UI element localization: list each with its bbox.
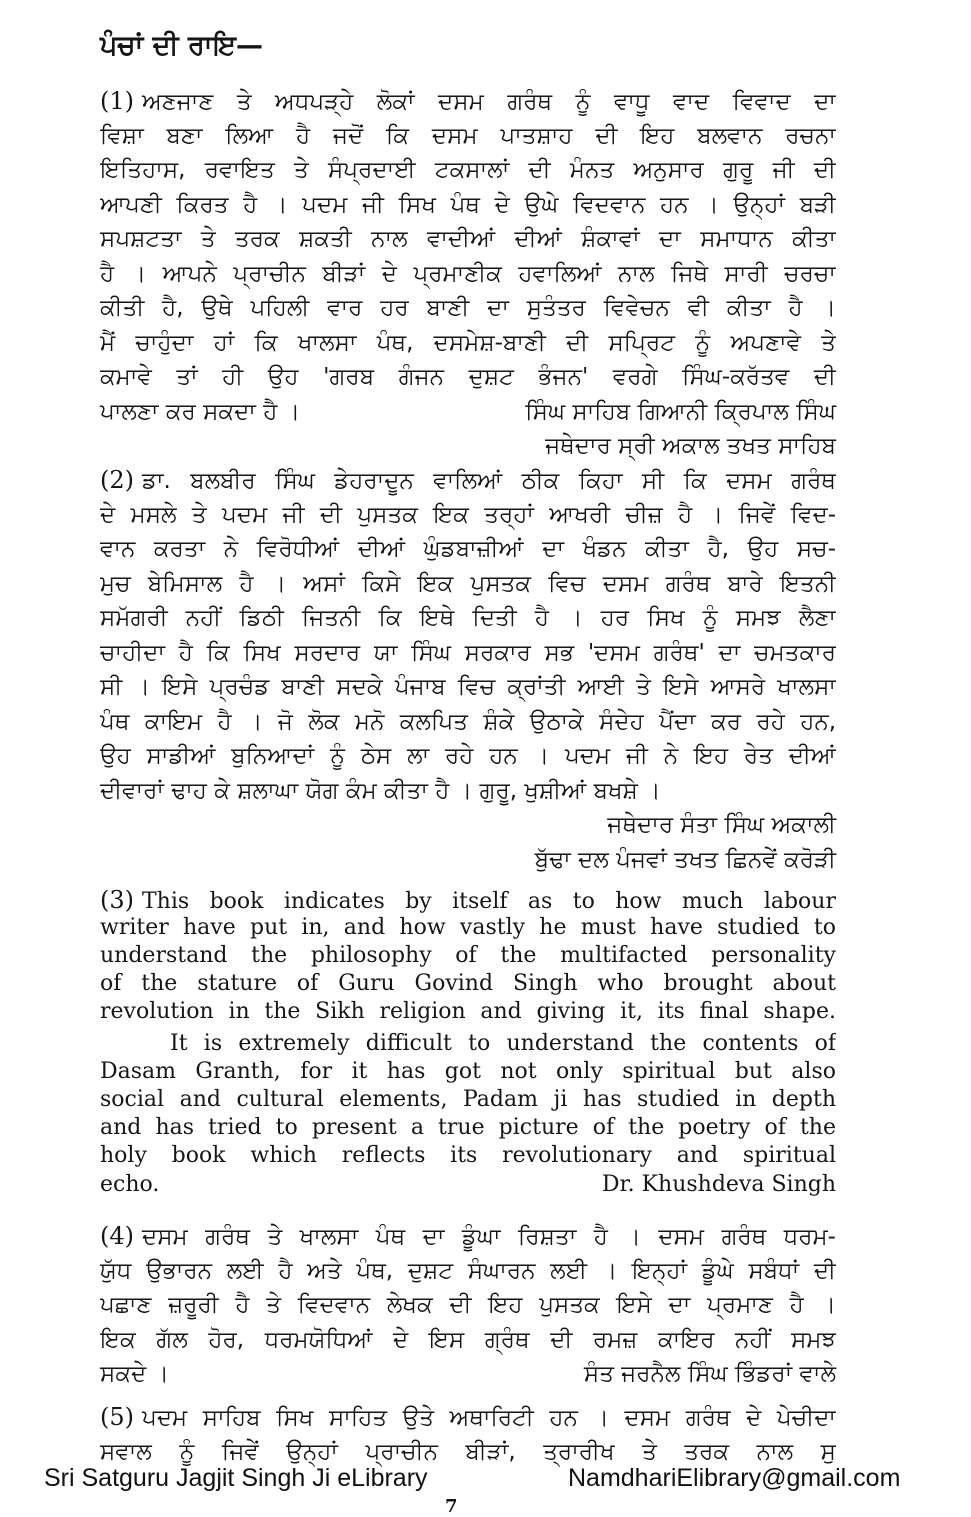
opinion-line: ਉਹ ਸਾਡੀਆਂ ਬੁਨਿਆਦਾਂ ਨੂੰ ਠੇਸ ਲਾ ਰਹੇ ਹਨ । ਪਦਮ ਜੀ ਨੇ ਇਹ ਰੇਤ ਦੀਆਂ — [100, 743, 836, 769]
opinion-line: (3) This book indicates by itself as to how much labour — [100, 886, 836, 914]
opinion-last-line: ਸਕਦੇ । — [100, 1361, 170, 1387]
opinion-line: ਇਤਿਹਾਸ, ਰਵਾਇਤ ਤੇ ਸੰਪ੍ਰਦਾਈ ਟਕਸਾਲਾਂ ਦੀ ਮੰਨਤ ਅਨੁਸਾਰ ਗੁਰੂ ਜੀ ਦੀ — [100, 157, 836, 183]
opinion-4 — [100, 1219, 836, 1392]
opinion-last-line: ਪਾਲਣਾ ਕਰ ਸਕਦਾ ਹੈ । — [100, 398, 301, 425]
signature-title: ਬੁੱਢਾ ਦਲ ਪੰਜਵਾਂ ਤਖਤ ਛਿਨਵੇਂ ਕਰੋੜੀ — [534, 846, 836, 873]
opinion-closing — [100, 1357, 836, 1392]
opinion-line: ਸਮੱਗਰੀ ਨਹੀਂ ਡਿਠੀ ਜਿਤਨੀ ਕਿ ਇਥੇ ਦਿਤੀ ਹੈ । ਹਰ ਸਿਖ ਨੂੰ ਸਮਝ ਲੈਣਾ — [100, 605, 836, 631]
signature-name: Dr. Khushdeva Singh — [601, 1172, 836, 1197]
opinion-5 — [100, 1400, 836, 1469]
opinion-number: (5) — [100, 1403, 134, 1431]
opinion-number: (1) — [100, 87, 134, 115]
opinion-number: (2) — [100, 466, 134, 494]
opinion-line: ਚਾਹੀਦਾ ਹੈ ਕਿ ਸਿਖ ਸਰਦਾਰ ਯਾ ਸਿੰਘ ਸਰਕਾਰ ਸਭ 'ਦਸਮ ਗਰੰਥ' ਦਾ ਚਮਤਕਾਰ — [100, 639, 836, 666]
signature-name: ਸੰਤ ਜਰਨੈਲ ਸਿੰਘ ਭਿੰਡਰਾਂ ਵਾਲੇ — [583, 1361, 836, 1387]
opinion-line: and has tried to present a true picture of the poetry of the — [100, 1115, 836, 1140]
opinion-3 — [100, 886, 836, 1200]
opinion-line: (2) ਡਾ. ਬਲਬੀਰ ਸਿੰਘ ਡੇਹਰਾਦੂਨ ਵਾਲਿਆਂ ਠੀਕ ਕਿਹਾ ਸੀ ਕਿ ਦਸਮ ਗਰੰਥ — [100, 466, 836, 494]
opinion-closing — [100, 1170, 836, 1200]
opinion-last-line: echo. — [100, 1172, 160, 1197]
opinion-line: Dasam Granth, for it has got not only spiritual but also — [100, 1059, 836, 1084]
opinion-line: ਕਮਾਵੇ ਤਾਂ ਹੀ ਉਹ 'ਗਰਬ ਗੰਜਨ ਦੁਸ਼ਟ ਭੰਜਨ' ਵਰਗੇ ਸਿੰਘ-ਕਰੱਤਵ ਦੀ — [100, 364, 836, 390]
opinion-line: ਸਪਸ਼ਟਤਾ ਤੇ ਤਰਕ ਸ਼ਕਤੀ ਨਾਲ ਵਾਦੀਆਂ ਦੀਆਂ ਸ਼ੰਕਾਵਾਂ ਦਾ ਸਮਾਧਾਨ ਕੀਤਾ — [100, 226, 836, 252]
opinion-line: revolution in the Sikh religion and giving it, its final shape. — [100, 999, 836, 1024]
opinion-line: writer have put in, and how vastly he must have studied to — [100, 915, 836, 940]
signature-name: ਸਿੰਘ ਸਾਹਿਬ ਗਿਆਨੀ ਕ੍ਰਿਪਾਲ ਸਿੰਘ — [525, 398, 836, 425]
page-heading: ਪੰਚਾਂ ਦੀ ਰਾਇ— — [100, 30, 263, 61]
footer-email: NamdhariElibrary@gmail.com — [568, 1464, 901, 1492]
opinion-line: ਸਵਾਲ ਨੂੰ ਜਿਵੇਂ ਉਨ੍ਹਾਂ ਪ੍ਰਾਚੀਨ ਬੀੜਾਂ, ਤ੍ਰਾਰੀਖ ਤੇ ਤਰਕ ਨਾਲ ਸੁ — [100, 1438, 836, 1465]
opinion-line: ਮੈਂ ਚਾਹੁੰਦਾ ਹਾਂ ਕਿ ਖਾਲਸਾ ਪੰਥ, ਦਸਮੇਸ਼-ਬਾਣੀ ਦੀ ਸਪ੍ਰਿਟ ਨੂੰ ਅਪਣਾਵੇ ਤੇ — [100, 329, 836, 356]
opinion-line: ਦੇ ਮਸਲੇ ਤੇ ਪਦਮ ਜੀ ਦੀ ਪੁਸਤਕ ਇਕ ਤਰ੍ਹਾਂ ਆਖਰੀ ਚੀਜ਼ ਹੈ । ਜਿਵੇਂ ਵਿਦ- — [100, 501, 836, 528]
opinion-number: (3) — [100, 886, 134, 914]
opinion-line: holy book which reflects its revolutionary and spiritual — [100, 1143, 836, 1168]
opinion-line: ਯੁੱਧ ਉਭਾਰਨ ਲਈ ਹੈ ਅਤੇ ਪੰਥ, ਦੁਸ਼ਟ ਸੰਘਾਰਨ ਲਈ । ਇਨ੍ਹਾਂ ਡੂੰਘੇ ਸਬੰਧਾਂ ਦੀ — [100, 1257, 836, 1284]
opinion-line: ਪਛਾਣ ਜ਼ਰੂਰੀ ਹੈ ਤੇ ਵਿਦਵਾਨ ਲੇਖਕ ਦੀ ਇਹ ਪੁਸਤਕ ਇਸੇ ਦਾ ਪ੍ਰਮਾਣ ਹੈ । — [100, 1292, 836, 1318]
signature-name: ਜਥੇਦਾਰ ਸੰਤਾ ਸਿੰਘ ਅਕਾਲੀ — [607, 812, 836, 838]
opinion-line: It is extremely difficult to understand the contents of — [170, 1031, 836, 1056]
opinion-closing — [100, 395, 836, 430]
footer-library-name: Sri Satguru Jagjit Singh Ji eLibrary — [44, 1464, 428, 1492]
opinion-line: ਪੰਥ ਕਾਇਮ ਹੈ । ਜੋ ਲੋਕ ਮਨੋ ਕਲਪਿਤ ਸ਼ੰਕੇ ਉਠਾਕੇ ਸੰਦੇਹ ਪੈਂਦਾ ਕਰ ਰਹੇ ਹਨ, — [100, 708, 836, 735]
opinion-line: understand the philosophy of the multifacted personality — [100, 943, 836, 968]
opinion-last-line: ਦੀਵਾਰਾਂ ਢਾਹ ਕੇ ਸ਼ਲਾਘਾ ਯੋਗ ਕੰਮ ਕੀਤਾ ਹੈ । ਗੁਰੂ, ਖੁਸ਼ੀਆਂ ਬਖਸ਼ੇ । — [100, 777, 661, 804]
opinion-line: (4) ਦਸਮ ਗਰੰਥ ਤੇ ਖਾਲਸਾ ਪੰਥ ਦਾ ਡੂੰਘਾ ਰਿਸ਼ਤਾ ਹੈ । ਦਸਮ ਗਰੰਥ ਧਰਮ- — [100, 1222, 836, 1250]
page-number: 7 — [445, 1496, 458, 1517]
opinion-line: ਵਿਸ਼ਾ ਬਣਾ ਲਿਆ ਹੈ ਜਦੋਂ ਕਿ ਦਸਮ ਪਾਤਸ਼ਾਹ ਦੀ ਇਹ ਬਲਵਾਨ ਰਚਨਾ — [100, 122, 836, 149]
opinion-line: ਹੈ । ਆਪਨੇ ਪ੍ਰਾਚੀਨ ਬੀੜਾਂ ਦੇ ਪ੍ਰਮਾਣੀਕ ਹਵਾਲਿਆਂ ਨਾਲ ਜਿਥੇ ਸਾਰੀ ਚਰਚਾ — [100, 260, 836, 287]
opinion-1 — [100, 84, 836, 464]
opinion-line: ਕੀਤੀ ਹੈ, ਉਥੇ ਪਹਿਲੀ ਵਾਰ ਹਰ ਬਾਣੀ ਦਾ ਸੁਤੰਤਰ ਵਿਵੇਚਨ ਵੀ ਕੀਤਾ ਹੈ । — [100, 295, 836, 321]
opinion-2 — [100, 463, 836, 877]
opinion-line: ਮੁਚ ਬੇਮਿਸਾਲ ਹੈ । ਅਸਾਂ ਕਿਸੇ ਇਕ ਪੁਸਤਕ ਵਿਚ ਦਸਮ ਗਰੰਥ ਬਾਰੇ ਇਤਨੀ — [100, 570, 836, 597]
library-footer — [0, 1464, 971, 1500]
opinion-line: social and cultural elements, Padam ji has studied in depth — [100, 1087, 836, 1112]
opinion-line: ਵਾਨ ਕਰਤਾ ਨੇ ਵਿਰੋਧੀਆਂ ਦੀਆਂ ਘੁੰਡਬਾਜ਼ੀਆਂ ਦਾ ਖੰਡਨ ਕੀਤਾ ਹੈ, ਉਹ ਸਚ- — [100, 536, 836, 562]
opinion-line: (1) ਅਣਜਾਣ ਤੇ ਅਧਪੜ੍ਹੇ ਲੋਕਾਂ ਦਸਮ ਗਰੰਥ ਨੂੰ ਵਾਧੂ ਵਾਦ ਵਿਵਾਦ ਦਾ — [100, 87, 836, 115]
opinion-line: of the stature of Guru Govind Singh who brought about — [100, 971, 836, 996]
opinion-number: (4) — [100, 1222, 134, 1250]
opinion-line: ਸੀ । ਇਸੇ ਪ੍ਰਚੰਡ ਬਾਣੀ ਸਦਕੇ ਪੰਜਾਬ ਵਿਚ ਕ੍ਰਾਂਤੀ ਆਈ ਤੇ ਇਸੇ ਆਸਰੇ ਖਾਲਸਾ — [100, 674, 836, 700]
signature-title: ਜਥੇਦਾਰ ਸ੍ਰੀ ਅਕਾਲ ਤਖਤ ਸਾਹਿਬ — [545, 433, 836, 459]
opinion-line: ਇਕ ਗੱਲ ਹੋਰ, ਧਰਮਯੋਧਿਆਂ ਦੇ ਇਸ ਗ੍ਰੰਥ ਦੀ ਰਮਜ਼ ਕਾਇਰ ਨਹੀਂ ਸਮਝ — [100, 1326, 836, 1353]
opinion-line: (5) ਪਦਮ ਸਾਹਿਬ ਸਿਖ ਸਾਹਿਤ ਉਤੇ ਅਥਾਰਿਟੀ ਹਨ । ਦਸਮ ਗਰੰਥ ਦੇ ਪੇਚੀਦਾ — [100, 1403, 836, 1431]
opinion-line: ਆਪਣੀ ਕਿਰਤ ਹੈ । ਪਦਮ ਜੀ ਸਿਖ ਪੰਥ ਦੇ ਉਘੇ ਵਿਦਵਾਨ ਹਨ । ਉਨ੍ਹਾਂ ਬੜੀ — [100, 191, 836, 218]
